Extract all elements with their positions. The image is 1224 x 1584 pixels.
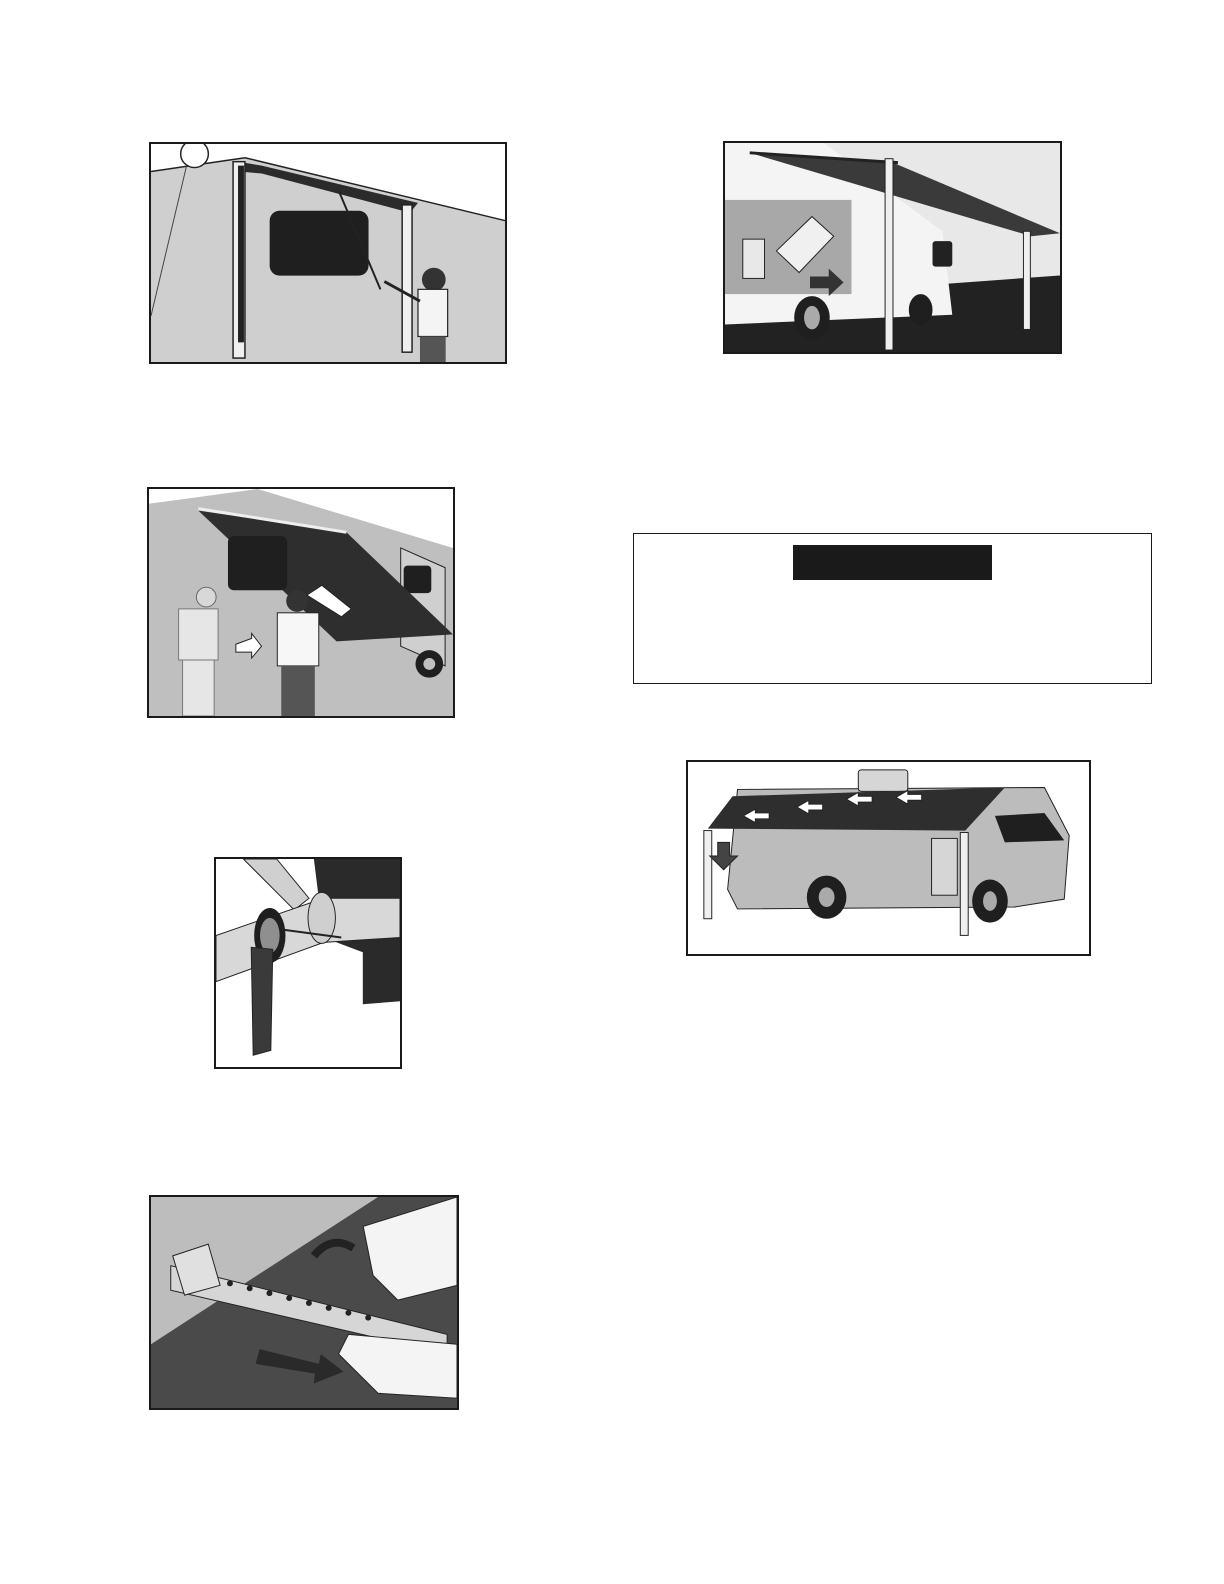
awning-arm-raise-illustration bbox=[149, 142, 507, 364]
awning-extend-illustration bbox=[147, 487, 455, 718]
rafter-arm-adjust-illustration bbox=[149, 1195, 459, 1410]
caution-banner bbox=[793, 545, 992, 580]
caution-notice-box bbox=[633, 533, 1152, 684]
awning-rain-pitch-illustration bbox=[686, 760, 1091, 956]
awning-support-leg-illustration bbox=[723, 141, 1062, 354]
awning-strap-detail-illustration bbox=[214, 857, 402, 1069]
